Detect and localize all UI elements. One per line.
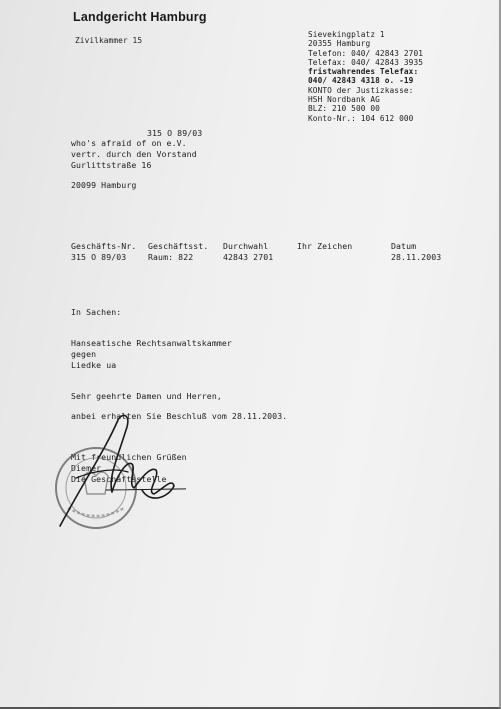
chamber-label: Zivilkammer 15 xyxy=(75,36,143,45)
body-text: anbei erhalten Sie Beschluß vom 28.11.2003. xyxy=(71,411,288,421)
header-your-reference: Ihr Zeichen xyxy=(297,241,353,251)
recipient-line-1: who's afraid of on e.V. xyxy=(71,138,187,148)
parties-block xyxy=(71,338,232,371)
header-file-number: Geschäfts-Nr. xyxy=(71,241,137,251)
street: Sievekingplatz 1 xyxy=(308,30,385,39)
account-number: Konto-Nr.: 104 612 000 xyxy=(308,113,414,123)
phone: Telefon: 040/ 42843 2701 xyxy=(308,48,424,58)
header-date: Datum xyxy=(391,241,417,251)
header-office: Geschäftsst. xyxy=(148,241,209,251)
recipient-line-2: vertr. durch den Vorstand xyxy=(71,149,197,159)
value-office: Raum: 822 xyxy=(148,252,194,262)
bank-code: BLZ: 210 500 00 xyxy=(308,104,380,114)
value-date: 28.11.2003 xyxy=(391,252,442,262)
recipient-line-3: Gurlittstraße 16 xyxy=(71,160,152,170)
contact-block xyxy=(308,30,423,123)
deadline-fax-number: 040/ 42843 4318 o. -19 xyxy=(308,76,414,86)
subject-label: In Sachen: xyxy=(71,307,122,317)
recipient-city: 20099 Hamburg xyxy=(71,180,137,190)
deadline-fax-label: fristwahrendes Telefax: xyxy=(308,67,419,77)
file-reference: 315 O 89/03 xyxy=(147,128,203,138)
clerk-name: Diemer xyxy=(71,463,102,473)
official-seal-and-signature xyxy=(46,408,186,538)
bank-name: HSH Nordbank AG xyxy=(308,95,380,105)
fax: Telefax: 040/ 42843 3935 xyxy=(308,57,424,67)
office-name: Die Geschäftsstelle xyxy=(71,474,167,484)
header-extension: Durchwahl xyxy=(223,241,269,251)
party-defendant: Liedke ua xyxy=(71,360,117,370)
salutation: Sehr geehrte Damen und Herren, xyxy=(71,391,222,401)
value-file-number: 315 O 89/03 xyxy=(71,252,127,262)
postal-city: 20355 Hamburg xyxy=(308,39,371,49)
closing-greeting: Mit freundlichen Grüßen xyxy=(71,452,187,462)
court-name: Landgericht Hamburg xyxy=(73,10,207,24)
party-plaintiff: Hanseatische Rechtsanwaltskammer xyxy=(71,338,232,348)
value-extension: 42843 2701 xyxy=(223,252,274,262)
versus: gegen xyxy=(71,349,97,359)
recipient-address xyxy=(71,138,197,171)
account-label: KONTO der Justizkasse: xyxy=(308,85,414,95)
